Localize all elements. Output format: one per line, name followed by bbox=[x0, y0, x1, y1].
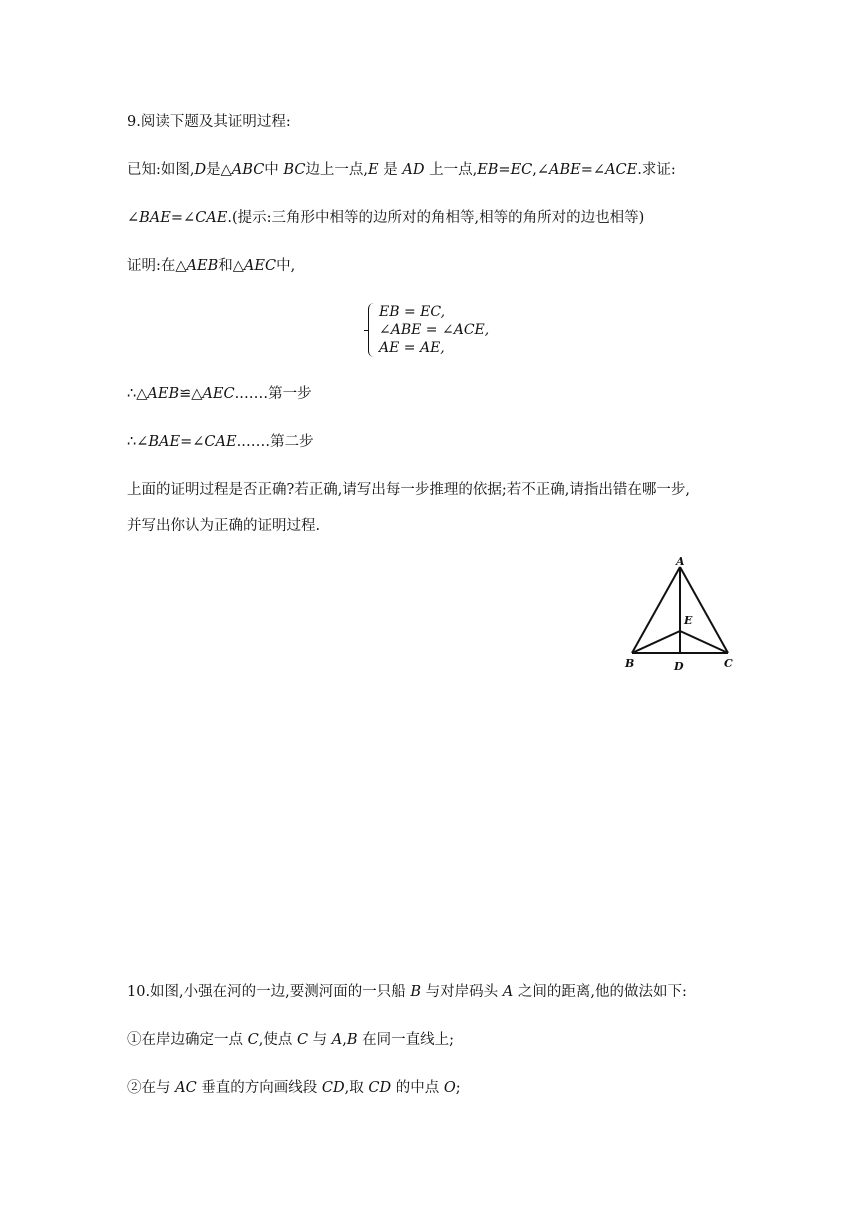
q9-step2 bbox=[127, 432, 314, 452]
label-e: E bbox=[684, 614, 693, 627]
text-fragment: CAE bbox=[204, 434, 237, 450]
system-row: ∠ABE = ∠ACE, bbox=[379, 322, 490, 338]
label-d: D bbox=[674, 660, 684, 673]
text-fragment: CAE bbox=[195, 210, 228, 226]
text-fragment: 在同一直线上; bbox=[357, 1032, 455, 1048]
q10-step2 bbox=[127, 1078, 461, 1098]
triangle-figure bbox=[618, 553, 740, 677]
text-fragment: 的中点 bbox=[391, 1080, 444, 1096]
text-fragment: B bbox=[346, 1032, 358, 1048]
text-fragment: 垂直的方向画线段 bbox=[196, 1080, 322, 1096]
text-fragment: 中 bbox=[264, 162, 284, 178]
text-fragment: ,使点 bbox=[258, 1032, 297, 1048]
q9-proof-intro bbox=[127, 256, 295, 276]
text-fragment: ∴△ bbox=[127, 386, 148, 402]
text-fragment: 已知:如图, bbox=[127, 162, 195, 178]
text-fragment: 证明:在△ bbox=[127, 258, 187, 274]
text-fragment: ; bbox=[455, 1080, 461, 1096]
system-row: AE = AE, bbox=[379, 340, 445, 356]
q9-question-line1 bbox=[127, 480, 690, 500]
q10-intro bbox=[127, 982, 687, 1002]
text-fragment: E bbox=[368, 162, 379, 178]
text-fragment: AC bbox=[175, 1080, 197, 1096]
q9-given bbox=[127, 160, 676, 180]
q9-step1 bbox=[127, 384, 312, 404]
text-fragment: ②在与 bbox=[127, 1080, 176, 1096]
label-a: A bbox=[676, 555, 685, 568]
text-fragment: BC bbox=[283, 162, 306, 178]
q9-question-line2 bbox=[127, 516, 320, 536]
text-fragment: CD bbox=[321, 1080, 345, 1096]
segment-ac bbox=[680, 567, 728, 653]
text-fragment: B bbox=[410, 984, 422, 1000]
text-fragment: 是△ bbox=[206, 162, 232, 178]
text-fragment: .……第一步 bbox=[234, 386, 312, 402]
q9-claim bbox=[127, 208, 644, 228]
text-fragment: A bbox=[502, 984, 514, 1000]
text-fragment: ,取 bbox=[344, 1080, 369, 1096]
text-fragment: BAE bbox=[148, 434, 181, 450]
text-fragment: , bbox=[342, 1032, 347, 1048]
text-fragment: 9.阅读下题及其证明过程: bbox=[127, 114, 291, 130]
text-fragment: ≌△ bbox=[179, 386, 203, 402]
text-fragment: EB=EC bbox=[477, 162, 533, 178]
text-fragment: D bbox=[194, 162, 207, 178]
text-fragment: ABE bbox=[549, 162, 581, 178]
text-fragment: 和△ bbox=[218, 258, 244, 274]
text-fragment: =∠ bbox=[180, 434, 205, 450]
text-fragment: .求证: bbox=[637, 162, 676, 178]
text-fragment: AD bbox=[402, 162, 425, 178]
text-fragment: ACE bbox=[605, 162, 638, 178]
text-fragment: =∠ bbox=[580, 162, 606, 178]
text-fragment: ∠ bbox=[127, 210, 140, 226]
text-fragment: ①在岸边确定一点 bbox=[127, 1032, 248, 1048]
system-row: EB = EC, bbox=[379, 304, 446, 320]
q9-equation-system bbox=[368, 303, 489, 357]
text-fragment: 与对岸码头 bbox=[421, 984, 503, 1000]
text-fragment: BAE bbox=[139, 210, 171, 226]
text-fragment: 之间的距离,他的做法如下: bbox=[513, 984, 687, 1000]
text-fragment: 是 bbox=[378, 162, 403, 178]
segment-ab bbox=[632, 567, 680, 653]
text-fragment: .(提示:三角形中相等的边所对的角相等,相等的角所对的边也相等) bbox=[227, 210, 645, 226]
text-fragment: 10.如图,小强在河的一边,要测河面的一只船 bbox=[127, 984, 411, 1000]
text-fragment: 上面的证明过程是否正确?若正确,请写出每一步推理的依据;若不正确,请指出错在哪一步, bbox=[127, 482, 690, 498]
text-fragment: ABC bbox=[231, 162, 265, 178]
text-fragment: C bbox=[247, 1032, 259, 1048]
text-fragment: 并写出你认为正确的证明过程. bbox=[127, 518, 321, 534]
q9-title bbox=[127, 112, 291, 132]
label-c: C bbox=[724, 657, 733, 670]
brace-icon bbox=[368, 303, 377, 357]
text-fragment: 边上一点, bbox=[305, 162, 369, 178]
text-fragment: ,∠ bbox=[532, 162, 550, 178]
text-fragment: 上一点, bbox=[424, 162, 478, 178]
text-fragment: =∠ bbox=[170, 210, 196, 226]
text-fragment: O bbox=[443, 1080, 456, 1096]
text-fragment: AEC bbox=[243, 258, 277, 274]
text-fragment: A bbox=[331, 1032, 343, 1048]
text-fragment: AEC bbox=[202, 386, 235, 402]
text-fragment: 中, bbox=[276, 258, 296, 274]
text-fragment: AEB bbox=[147, 386, 180, 402]
text-fragment: .……第二步 bbox=[236, 434, 314, 450]
label-b: B bbox=[625, 657, 635, 670]
text-fragment: ∴∠ bbox=[127, 434, 149, 450]
text-fragment: AEB bbox=[186, 258, 219, 274]
q10-step1 bbox=[127, 1030, 454, 1050]
text-fragment: CD bbox=[368, 1080, 392, 1096]
text-fragment: 与 bbox=[308, 1032, 332, 1048]
text-fragment: C bbox=[296, 1032, 309, 1048]
